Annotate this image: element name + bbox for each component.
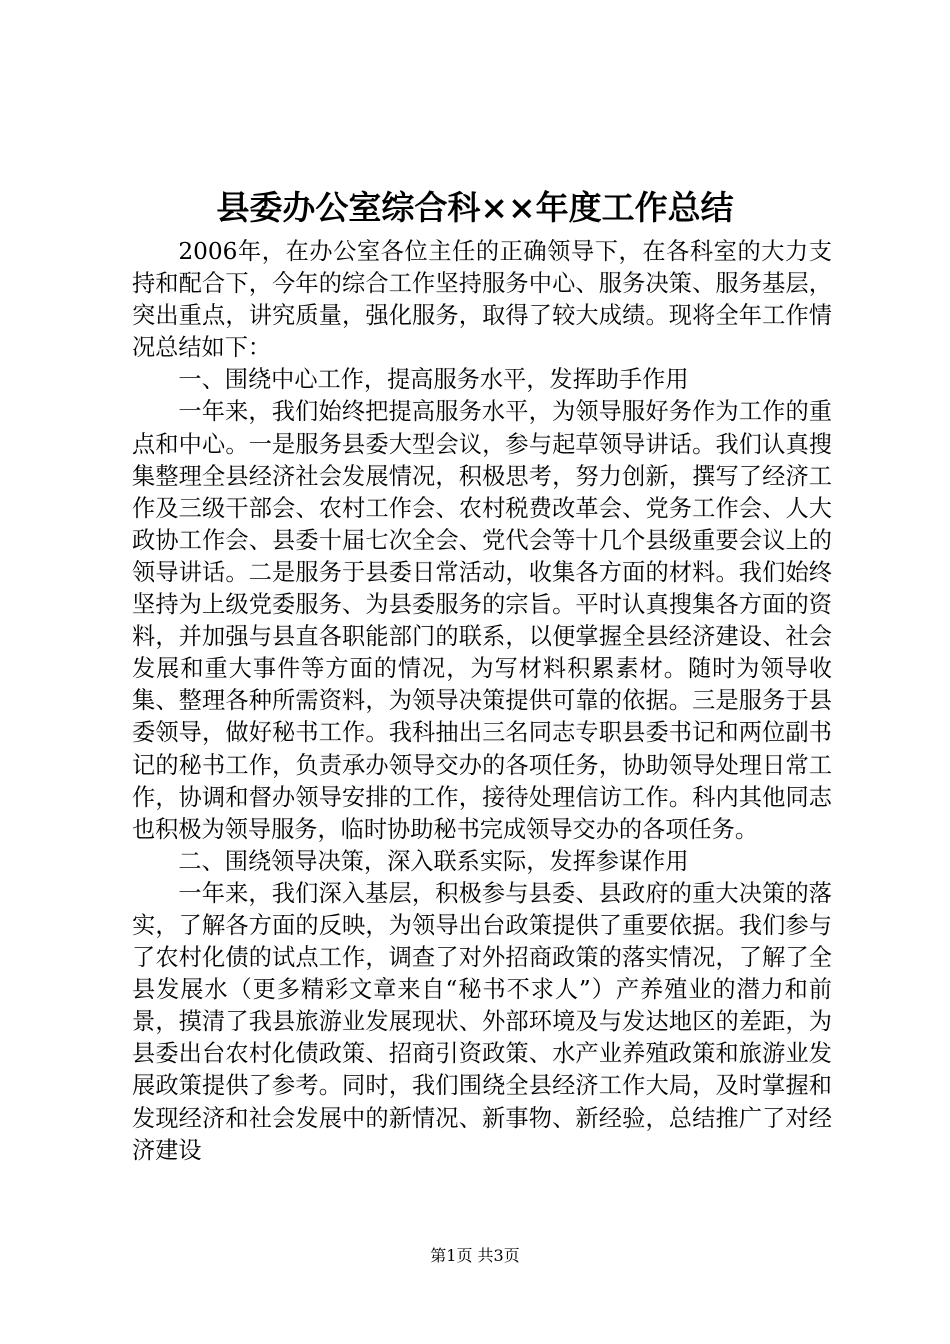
section-heading-2: 二、围绕领导决策，深入联系实际，发挥参谋作用 — [178, 847, 689, 875]
section-2-paragraph: 一年来，我们深入基层，积极参与县委、县政府的重大决策的落实，了解各方面的反映，为领导出台政策提供了重要依据。我们参与了农村化债的试点工作，调查了对外招商政策的落实情况，了解了全县发展水（更多精彩文章来自“秘书不求人”）产养殖业的潜力和前景，摸清了我县旅游业发展现状、外部环境及与发达地区的差距，为县委出台农村化债政策、招商引资政策、水产业养殖政策和旅游业发展政策提供了参考。同时，我们围绕全县经济工作大局，及时掌握和发现经济和社会发展中的新情况、新事物、新经验，总结推广了对经济建设 — [132, 879, 832, 1164]
document-title: 县委办公室综合科××年度工作总结 — [216, 188, 734, 227]
document-body — [132, 236, 832, 1167]
section-1-paragraph: 一年来，我们始终把提高服务水平，为领导服好务作为工作的重点和中心。一是服务县委大型会议，参与起草领导讲话。我们认真搜集整理全县经济社会发展情况，积极思考，努力创新，撰写了经济工作及三级干部会、农村工作会、农村税费改革会、党务工作会、人大政协工作会、县委十届七次全会、党代会等十几个县级重要会议上的领导讲话。二是服务于县委日常活动，收集各方面的材料。我们始终坚持为上级党委服务、为县委服务的宗旨。平时认真搜集各方面的资料，并加强与县直各职能部门的联系，以便掌握全县经济建设、社会发展和重大事件等方面的情况，为写材料积累素材。随时为领导收集、整理各种所需资料，为领导决策提供可靠的依据。三是服务于县委领导，做好秘书工作。我科抽出三名同志专职县委书记和两位副书记的秘书工作，负责承办领导交办的各项任务，协助领导处理日常工作，协调和督办领导安排的工作，接待处理信访工作。科内其他同志也积极为领导服务，临时协助秘书完成领导交办的各项任务。 — [132, 398, 832, 843]
intro-paragraph: 2006年，在办公室各位主任的正确领导下，在各科室的大力支持和配合下，今年的综合工作坚持服务中心、服务决策、服务基层，突出重点，讲究质量，强化服务，取得了较大成绩。现将全年工作情况总结如下： — [132, 238, 832, 362]
section-heading-1: 一、围绕中心工作，提高服务水平，发挥助手作用 — [178, 366, 689, 394]
page-number-footer: 第1页 共3页 — [430, 1246, 520, 1265]
